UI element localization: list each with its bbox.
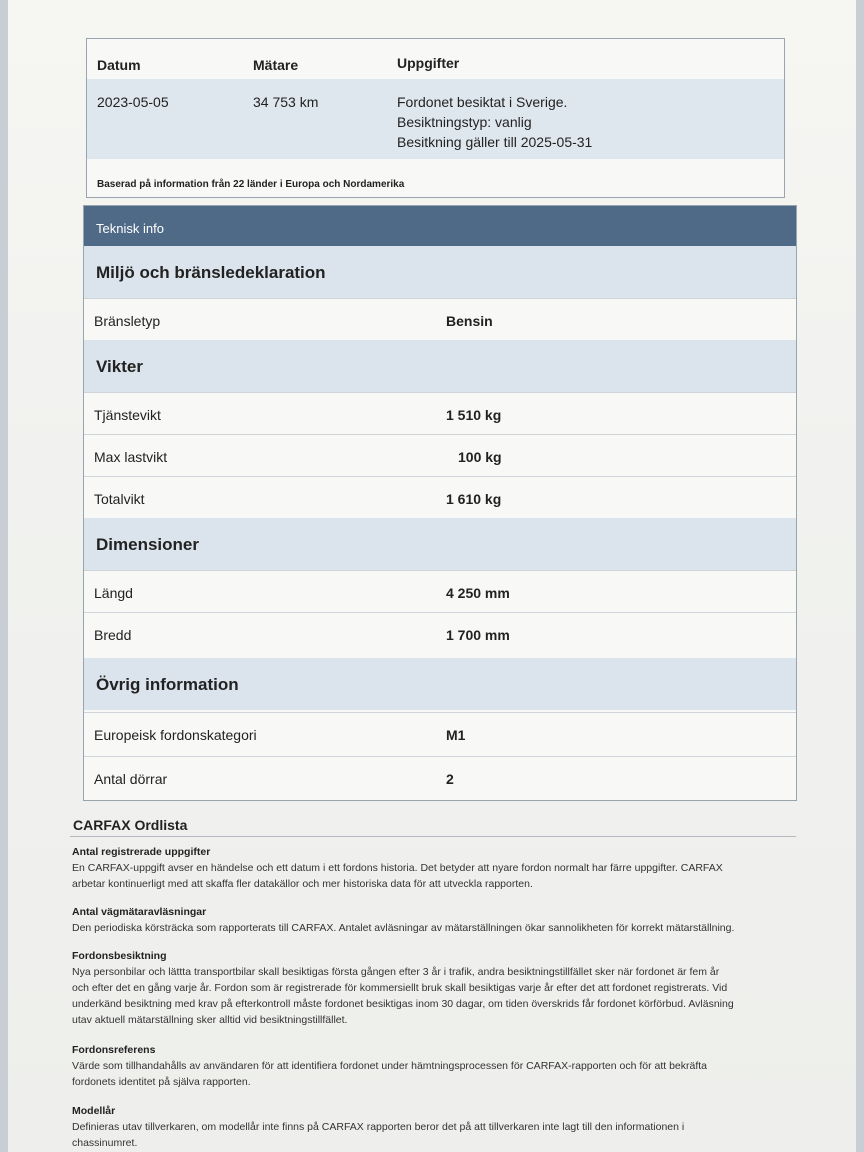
glossary-term bbox=[72, 949, 812, 1028]
row-value: 1 700 mm bbox=[446, 627, 510, 643]
row-odometer: 34 753 km bbox=[253, 94, 319, 110]
row-detail-line: Besiktningstyp: vanlig bbox=[397, 114, 532, 130]
row-doors bbox=[84, 756, 796, 799]
column-date: Datum bbox=[97, 57, 141, 73]
row-label: Tjänstevikt bbox=[94, 407, 161, 423]
section-weights bbox=[84, 340, 796, 392]
table-row bbox=[87, 79, 784, 159]
row-value: M1 bbox=[446, 727, 466, 743]
glossary-term bbox=[72, 905, 812, 936]
row-value: Bensin bbox=[446, 313, 493, 329]
section-title: Övrig information bbox=[96, 675, 239, 694]
section-fuel bbox=[84, 246, 796, 298]
row-length bbox=[84, 570, 796, 613]
row-value: 1 510 kg bbox=[446, 407, 502, 423]
term-line: fordonets identitet på själva rapporten. bbox=[72, 1076, 251, 1088]
row-total-weight bbox=[84, 476, 796, 519]
history-table-header bbox=[87, 39, 784, 79]
term-title: Antal registrerade uppgifter bbox=[72, 846, 211, 858]
row-value: 100 kg bbox=[458, 449, 502, 465]
row-fuel-type bbox=[84, 298, 796, 341]
term-line: underkänd besiktning med krav på efterkontroll måste fordonet besiktigas inom 30 dagar, om tiden överskrids får fordonet körförbud. Avläsning bbox=[72, 998, 734, 1010]
section-dimensions bbox=[84, 518, 796, 570]
source-note: Baserad på information från 22 länder i Europa och Nordamerika bbox=[97, 179, 405, 190]
divider bbox=[70, 836, 796, 837]
glossary-term bbox=[72, 1104, 812, 1151]
term-line: och efter det en gång varje år. Fordon som är registrerade för kommersiellt bruk skall besiktigas varje år efter det att fordonet registrerats. Vid bbox=[72, 982, 728, 994]
row-label: Bredd bbox=[94, 627, 132, 643]
section-title: Miljö och bränsledeklaration bbox=[96, 263, 326, 282]
section-title: Dimensioner bbox=[96, 535, 199, 554]
term-title: Fordonsbesiktning bbox=[72, 950, 167, 962]
term-line: Den periodiska körsträcka som rapporterats till CARFAX. Antalet avläsningar av mätarställningen ökar sannolikheten för korrekt mätarställning. bbox=[72, 922, 735, 934]
tech-info-table bbox=[83, 205, 797, 801]
row-max-load bbox=[84, 434, 796, 477]
section-other bbox=[84, 658, 796, 710]
section-title: Vikter bbox=[96, 357, 143, 376]
term-line: En CARFAX-uppgift avser en händelse och ett datum i ett fordons historia. Det betyder att nyare fordon normalt har färre uppgifter. CARFAX bbox=[72, 862, 723, 874]
row-label: Längd bbox=[94, 585, 133, 601]
tech-info-title: Teknisk info bbox=[96, 221, 164, 236]
row-value: 1 610 kg bbox=[446, 491, 502, 507]
row-date: 2023-05-05 bbox=[97, 94, 169, 110]
row-label: Antal dörrar bbox=[94, 771, 168, 787]
row-vehicle-category bbox=[84, 712, 796, 755]
term-line: Definieras utav tillverkaren, om modellår inte finns på CARFAX rapporten beror det på att tillverkaren inte lagt till den informationen i bbox=[72, 1121, 685, 1133]
history-table bbox=[86, 38, 785, 198]
column-details: Uppgifter bbox=[397, 55, 460, 71]
column-odometer: Mätare bbox=[253, 57, 299, 73]
term-line: arbetar kontinuerligt med att skaffa fler datakällor och mer historiska data för att utveckla rapporten. bbox=[72, 878, 533, 890]
row-curb-weight bbox=[84, 392, 796, 435]
row-detail-line: Besitkning gäller till 2025-05-31 bbox=[397, 134, 593, 150]
row-value: 2 bbox=[446, 771, 454, 787]
row-label: Europeisk fordonskategori bbox=[94, 727, 257, 743]
term-title: Antal vägmätaravläsningar bbox=[72, 906, 207, 918]
glossary-term bbox=[72, 845, 812, 892]
term-line: Nya personbilar och lättta transportbilar skall besiktigas första gången efter 3 år i trafik, andra besiktningstillfället sker när fordonet är fem år bbox=[72, 966, 720, 978]
row-width bbox=[84, 612, 796, 655]
row-label: Max lastvikt bbox=[94, 449, 168, 465]
glossary-title: CARFAX Ordlista bbox=[73, 817, 188, 833]
tech-info-header bbox=[84, 206, 796, 246]
row-detail-line: Fordonet besiktat i Sverige. bbox=[397, 94, 568, 110]
term-line: Värde som tillhandahålls av användaren för att identifiera fordonet under hämtningsprocessen för CARFAX-rapporten och för att bekräfta bbox=[72, 1060, 708, 1072]
term-line: chassinumret. bbox=[72, 1137, 138, 1149]
glossary-term bbox=[72, 1043, 812, 1090]
row-details bbox=[397, 92, 592, 152]
term-title: Fordonsreferens bbox=[72, 1044, 156, 1056]
term-title: Modellår bbox=[72, 1105, 116, 1117]
term-line: utav aktuell mätarställning sker alltid vid besiktningstillfället. bbox=[72, 1014, 348, 1026]
row-label: Totalvikt bbox=[94, 491, 145, 507]
row-label: Bränsletyp bbox=[94, 313, 161, 329]
row-value: 4 250 mm bbox=[446, 585, 510, 601]
paper-page bbox=[8, 0, 856, 1152]
